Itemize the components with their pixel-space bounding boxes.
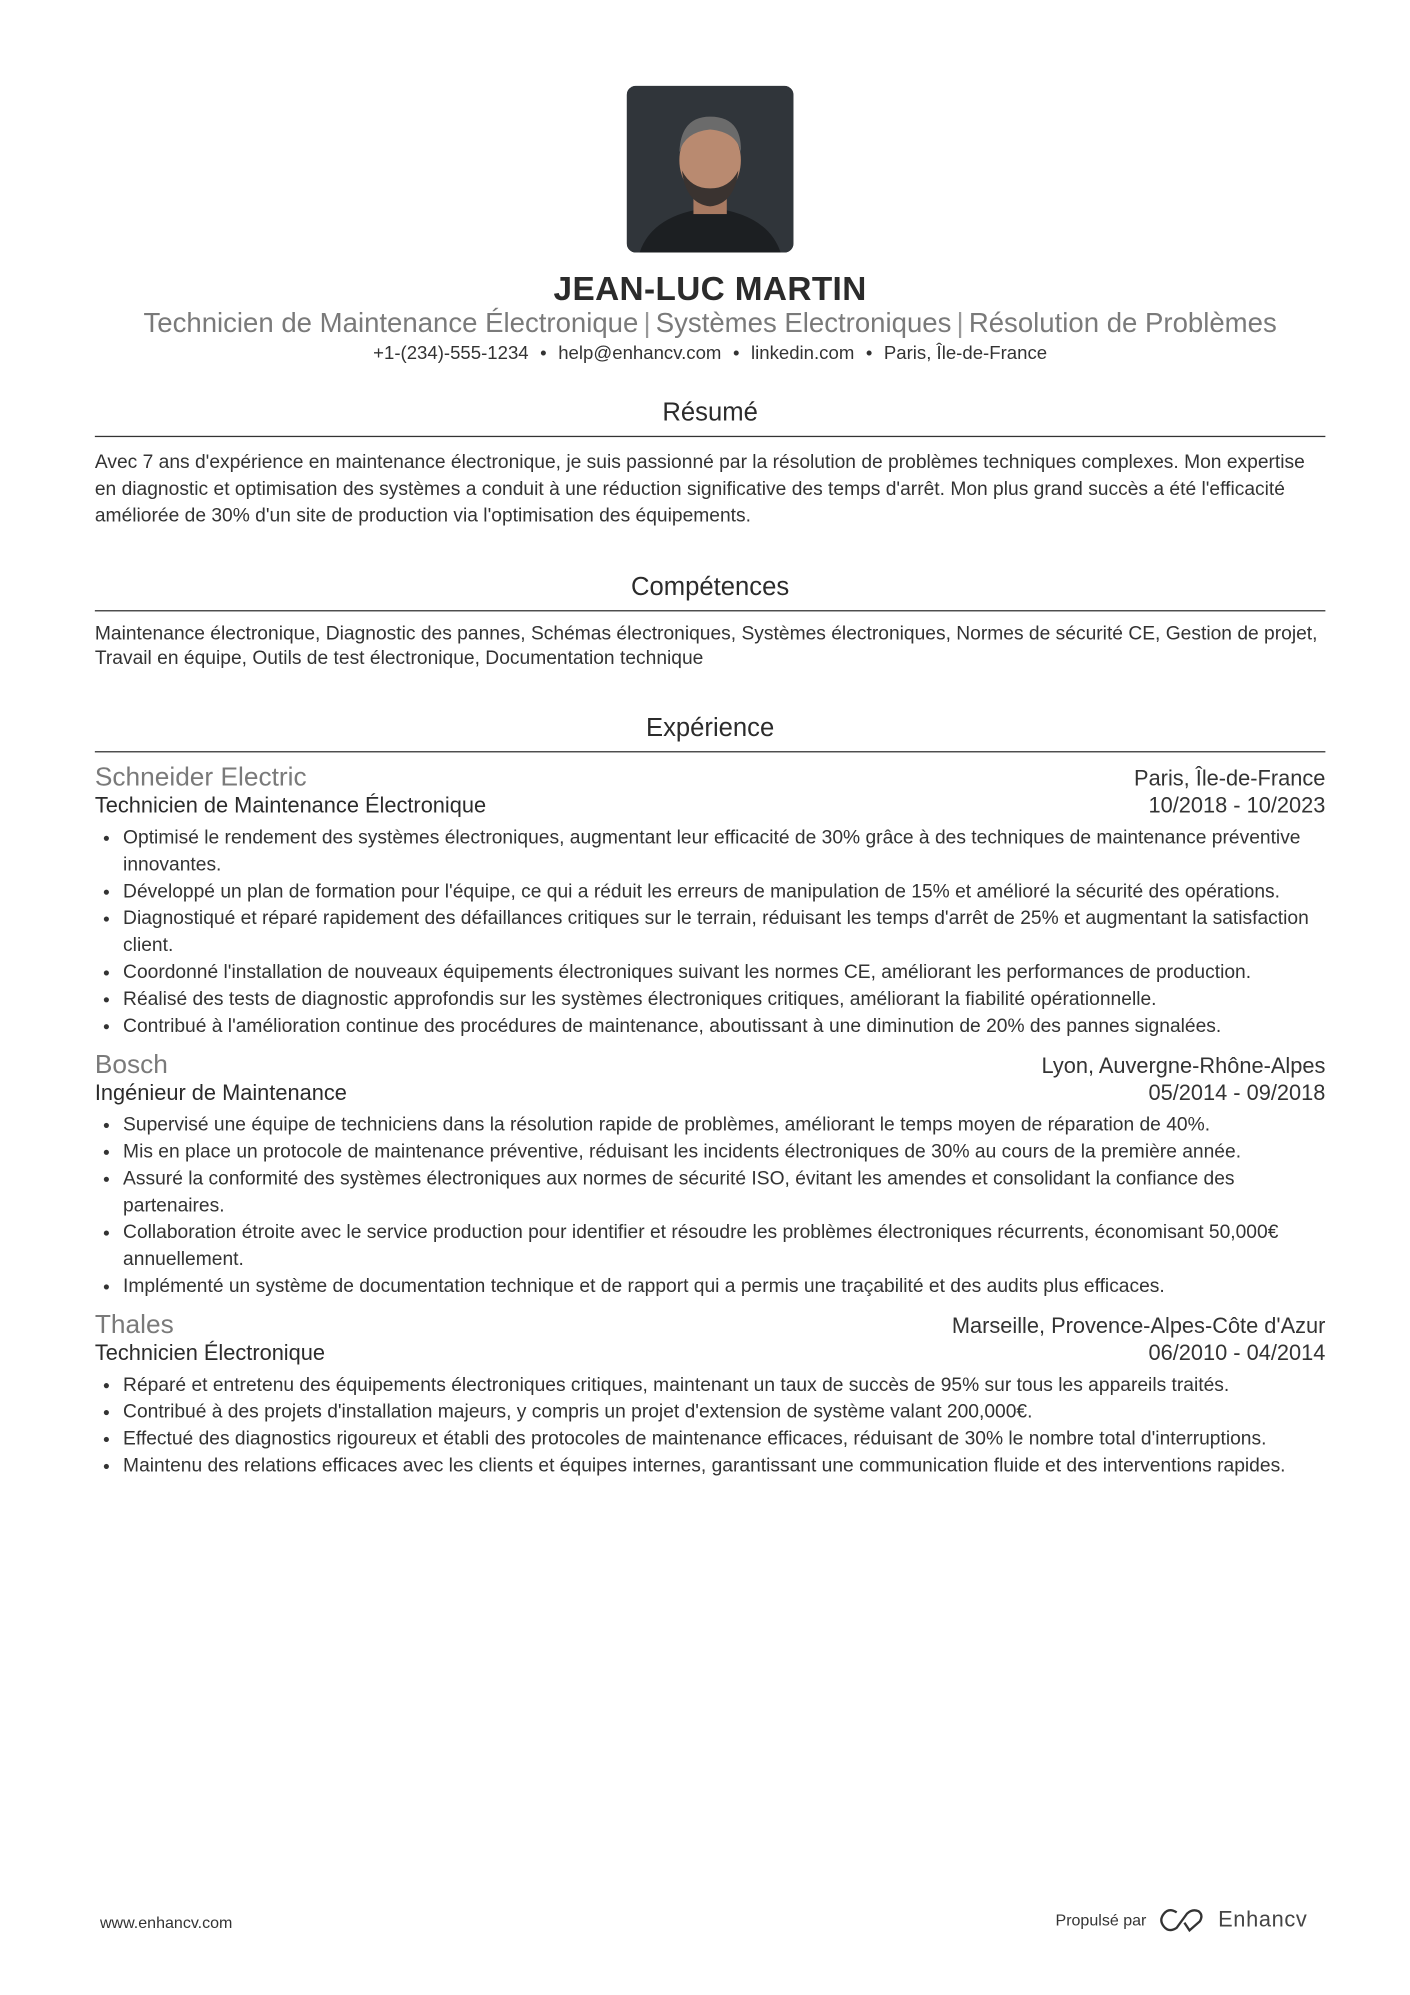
job-bullet: • Collaboration étroite avec le service production pour identifier et résoudre les problèmes électroniques récurrents, économisant 50,000€ annuellement. (123, 1219, 1325, 1273)
candidate-name: JEAN-LUC MARTIN (553, 269, 867, 308)
dot: • (540, 343, 547, 365)
brand-name: Enhancv (1218, 1907, 1308, 1932)
job-entry (95, 1050, 1326, 1300)
job-dates: 06/2010 - 04/2014 (1148, 1340, 1326, 1366)
summary-section (95, 399, 1326, 530)
company-name: Thales (94, 1309, 174, 1340)
job-entry (95, 763, 1326, 1040)
job-entry (95, 1310, 1326, 1479)
job-location: Paris, Île-de-France (1134, 766, 1326, 791)
section-title: Compétences (95, 573, 1326, 611)
dot: • (865, 343, 873, 365)
job-bullet: • Optimisé le rendement des systèmes électroniques, augmentant leur efficacité de 30% grâce à des techniques de maintenance préventive innovantes. (123, 824, 1325, 878)
section-title: Résumé (95, 399, 1326, 437)
job-bullet: • Réalisé des tests de diagnostic approfondis sur les systèmes électroniques critiques, améliorant la fiabilité opérationnelle. (123, 986, 1325, 1013)
job-bullet: • Implémenté un système de documentation technique et de rapport qui a permis une traçabilité et des audits plus efficaces. (123, 1273, 1325, 1300)
company-name: Bosch (94, 1049, 168, 1080)
location: Paris, Île-de-France (883, 343, 1048, 365)
job-role: Technicien de Maintenance Électronique (94, 793, 487, 818)
job-bullet: • Mis en place un protocole de maintenance préventive, réduisant les incidents électroniques de 30% au cours de la première année. (123, 1138, 1325, 1165)
enhancv-logo-icon (1159, 1907, 1205, 1933)
separator: | (956, 307, 964, 339)
job-bullet: • Développé un plan de formation pour l'équipe, ce qui a réduit les erreurs de manipulation de 15% et amélioré la sécurité des opérations. (123, 878, 1325, 905)
headline-title: Technicien de Maintenance Électronique (143, 307, 639, 339)
separator: | (643, 307, 651, 339)
job-bullet: • Effectué des diagnostics rigoureux et établi des protocoles de maintenance efficaces, réduisant de 30% le nombre total d'interruptions. (123, 1425, 1325, 1452)
company-name: Schneider Electric (94, 762, 307, 793)
email-link[interactable]: help@enhancv.com (558, 343, 722, 365)
powered-by (1056, 1907, 1308, 1933)
job-dates: 05/2014 - 09/2018 (1148, 1080, 1326, 1105)
job-role: Ingénieur de Maintenance (94, 1080, 347, 1105)
portrait-image (627, 86, 794, 253)
job-location: Marseille, Provence-Alpes-Côte d'Azur (951, 1313, 1326, 1339)
job-bullet: • Réparé et entretenu des équipements électroniques critiques, maintenant un taux de succès de 95% sur tous les appareils traités. (123, 1372, 1325, 1399)
contact-info (0, 344, 1410, 365)
headline-title: Résolution de Problèmes (968, 307, 1277, 339)
powered-by-label: Propulsé par (1055, 1911, 1147, 1930)
job-bullet: • Maintenu des relations efficaces avec les clients et équipes internes, garantissant une communication fluide et des interventions rapides. (123, 1452, 1325, 1479)
job-bullet: • Contribué à l'amélioration continue des procédures de maintenance, aboutissant à une diminution de 20% des pannes signalées. (123, 1013, 1325, 1040)
job-bullet: • Assuré la conformité des systèmes électroniques aux normes de sécurité ISO, évitant les amendes et consolidant la confiance des partenaires. (123, 1165, 1325, 1219)
dot: • (732, 343, 740, 365)
job-dates: 10/2018 - 10/2023 (1148, 793, 1326, 818)
profile-photo (627, 86, 794, 253)
job-bullets (95, 824, 1326, 1039)
section-title: Expérience (95, 714, 1326, 752)
headline (0, 308, 1410, 340)
job-bullets (95, 1111, 1326, 1299)
summary-text: Avec 7 ans d'expérience en maintenance électronique, je suis passionné par la résolution de problèmes techniques complexes. Mon expertise en diagnostic et optimisation des systèmes a conduit à une réduction significative des temps d'arrêt. Mon plus grand succès a été l'efficacité améliorée de 30% d'un site de production via l'optimisation des équipements. (94, 451, 1305, 527)
job-bullet: • Contribué à des projets d'installation majeurs, y compris un projet d'extension de système valant 200,000€. (123, 1398, 1325, 1425)
job-bullet: • Coordonné l'installation de nouveaux équipements électroniques suivant les normes CE, améliorant les performances de production. (123, 959, 1325, 986)
job-bullet: • Diagnostiqué et réparé rapidement des défaillances critiques sur le terrain, réduisant les temps d'arrêt de 25% et augmentant la satisfaction client. (123, 905, 1325, 959)
job-bullet: • Supervisé une équipe de techniciens dans la résolution rapide de problèmes, améliorant le temps moyen de réparation de 40%. (123, 1111, 1325, 1138)
job-bullets (95, 1372, 1326, 1480)
experience-section (95, 714, 1326, 1479)
website-link[interactable]: www.enhancv.com (99, 1913, 233, 1932)
skills-text: Maintenance électronique, Diagnostic des pannes, Schémas électroniques, Systèmes électroniques, Normes de sécurité CE, Gestion de projet, Travail en équipe, Outils de test électronique, Documentation technique (94, 622, 1318, 670)
skills-section (95, 573, 1326, 670)
phone: +1-(234)-555-1234 (373, 343, 529, 365)
headline-title: Systèmes Electroniques (655, 307, 952, 339)
job-location: Lyon, Auvergne-Rhône-Alpes (1041, 1053, 1326, 1078)
job-role: Technicien Électronique (94, 1340, 326, 1366)
linkedin-link[interactable]: linkedin.com (750, 343, 855, 365)
